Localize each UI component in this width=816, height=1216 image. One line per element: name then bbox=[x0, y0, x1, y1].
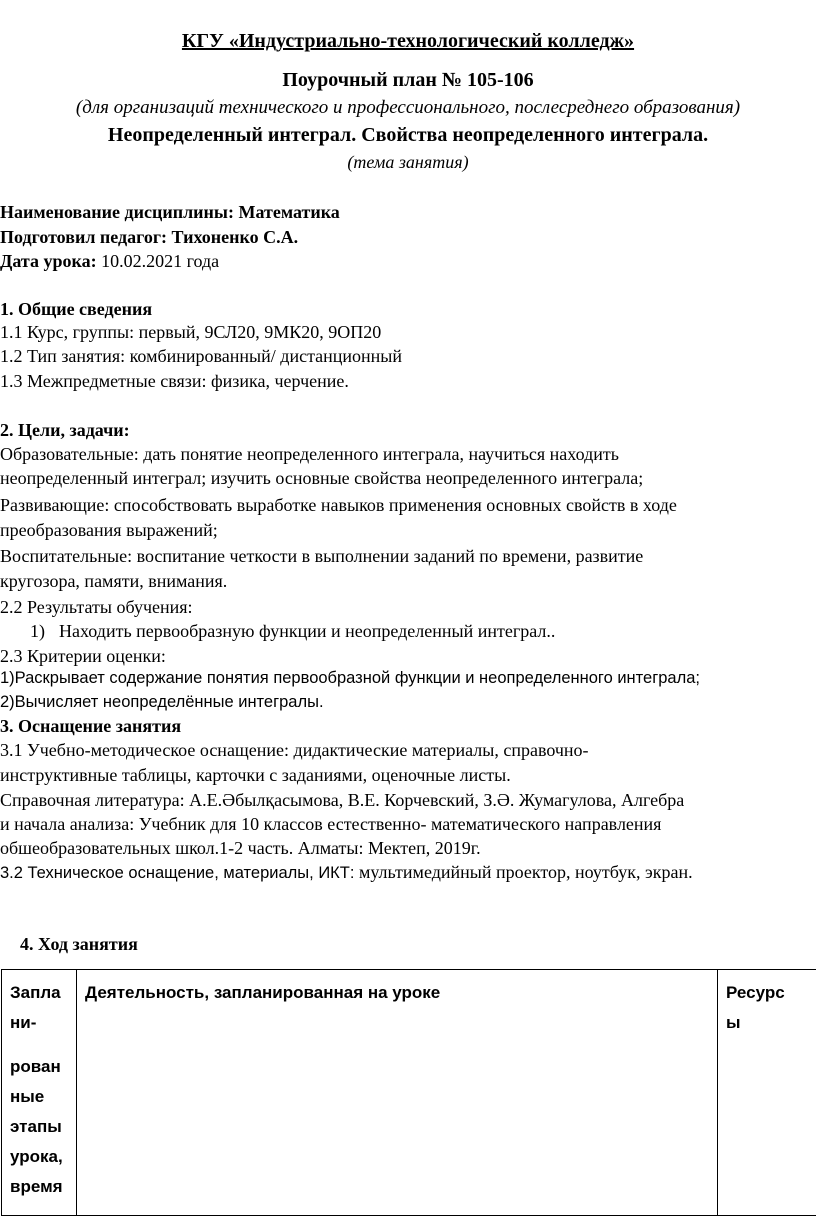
section2-heading: 2. Цели, задачи: bbox=[0, 420, 130, 441]
date-label: Дата урока: bbox=[0, 251, 97, 271]
tech-rest: мультимедийный проектор, ноутбук, экран. bbox=[354, 862, 692, 882]
discipline-line: Наименование дисциплины: Математика bbox=[0, 202, 340, 223]
section3-line: Справочная литература: А.Е.Әбылқасымова, В.Е. Корчевский, З.Ә. Жумагулова, Алгебра bbox=[0, 790, 684, 811]
section3-line: и начала анализа: Учебник для 10 классов естественно- математического направления bbox=[0, 814, 661, 835]
section2-line: Развивающие: способствовать выработке навыков применения основных свойств в ходе bbox=[0, 495, 677, 516]
table-header-row bbox=[2, 970, 816, 1216]
resources-header-text: Ресурс bbox=[726, 978, 812, 1008]
plan-title: Поурочный план № 105-106 bbox=[0, 69, 816, 92]
section2-line: неопределенный интеграл; изучить основные свойства неопределенного интеграла; bbox=[0, 468, 643, 489]
section2-line: 2.2 Результаты обучения: bbox=[0, 597, 193, 618]
list-number: 1) bbox=[30, 621, 45, 641]
section3-line: инструктивные таблицы, карточки с заданиями, оценочные листы. bbox=[0, 765, 511, 786]
section1-heading: 1. Общие сведения bbox=[0, 299, 152, 320]
resources-header-text: ы bbox=[726, 1008, 812, 1038]
topic-title: Неопределенный интеграл. Свойства неопределенного интеграла. bbox=[0, 124, 816, 147]
section3-line: 3.1 Учебно-методическое оснащение: дидактические материалы, справочно- bbox=[0, 740, 589, 761]
tech-prefix: 3.2 Техническое оснащение, материалы, ИКТ: bbox=[0, 864, 354, 882]
section1-line: 1.3 Межпредметные связи: физика, черчение. bbox=[0, 371, 349, 392]
org-note: (для организаций технического и профессионального, послесреднего образования) bbox=[0, 97, 816, 119]
activity-header-text: Деятельность, запланированная на уроке bbox=[77, 970, 717, 1008]
date-value: 10.02.2021 года bbox=[97, 251, 220, 271]
resources-header-cell bbox=[718, 970, 816, 1216]
section2-line: Образовательные: дать понятие неопределенного интеграла, научиться находить bbox=[0, 444, 619, 465]
stages-header-text: этапы bbox=[10, 1112, 70, 1142]
section2-line: кругозора, памяти, внимания. bbox=[0, 571, 227, 592]
section2-line: преобразования выражений; bbox=[0, 520, 218, 541]
section1-line: 1.1 Курс, группы: первый, 9СЛ20, 9МК20, 9ОП20 bbox=[0, 322, 381, 343]
outcome-list-item bbox=[30, 621, 555, 642]
activity-header-cell bbox=[77, 970, 718, 1216]
stages-header-text: урока, bbox=[10, 1142, 70, 1172]
college-name: КГУ «Индустриально-технологический колледж» bbox=[0, 30, 816, 53]
section4-heading: 4. Ход занятия bbox=[20, 934, 138, 955]
criteria-item: 2)Вычисляет неопределённые интегралы. bbox=[0, 693, 324, 712]
stages-header-text: ные bbox=[10, 1082, 70, 1112]
criteria-item: 1)Раскрывает содержание понятия первообразной функции и неопределенного интеграла; bbox=[0, 669, 700, 688]
teacher-line: Подготовил педагог: Тихоненко С.А. bbox=[0, 227, 298, 248]
stages-header-text: время bbox=[10, 1172, 70, 1202]
stages-header-text: рован bbox=[10, 1052, 70, 1082]
section2-line: Воспитательные: воспитание четкости в выполнении заданий по времени, развитие bbox=[0, 546, 643, 567]
tech-equipment-line bbox=[0, 862, 693, 883]
section1-line: 1.2 Тип занятия: комбинированный/ дистанционный bbox=[0, 346, 402, 367]
section3-heading: 3. Оснащение занятия bbox=[0, 716, 181, 737]
topic-note: (тема занятия) bbox=[0, 152, 816, 173]
lesson-table bbox=[1, 969, 816, 1216]
stages-header-text: ни- bbox=[10, 1008, 70, 1038]
date-line bbox=[0, 251, 219, 272]
stages-header-text: Запла bbox=[10, 978, 70, 1008]
criteria-heading: 2.3 Критерии оценки: bbox=[0, 646, 166, 667]
stages-header-cell bbox=[2, 970, 77, 1216]
list-text: Находить первообразную функции и неопределенный интеграл.. bbox=[59, 621, 555, 641]
section3-line: обшеобразовательных школ.1-2 часть. Алматы: Мектеп, 2019г. bbox=[0, 838, 481, 859]
